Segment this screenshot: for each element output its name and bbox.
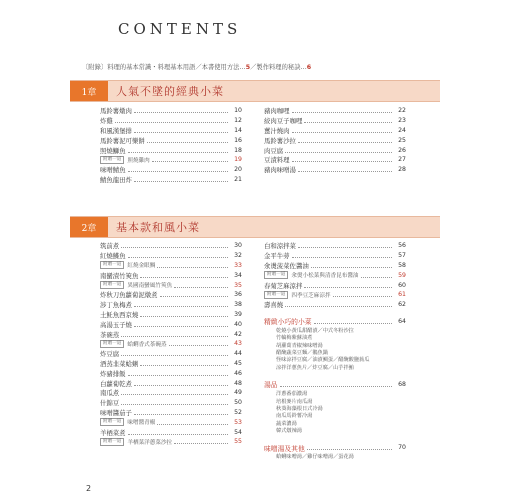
- toc-section-item: 培根麥片南瓜湯: [276, 398, 313, 405]
- toc-entry: [100, 241, 242, 251]
- toc-section-item: 韓式燉辣湯: [276, 428, 302, 435]
- toc-section-header: [264, 316, 406, 327]
- toc-entry-page: 14: [234, 126, 242, 134]
- dot-leader: [304, 122, 392, 123]
- toc-entry: [100, 329, 242, 339]
- toc-entry-label: 白和涼拌菜: [264, 242, 296, 251]
- toc-sub-entry: [264, 290, 406, 300]
- toc-sub-entry: [100, 261, 242, 271]
- dot-leader: [128, 257, 228, 258]
- toc-entry: [264, 106, 406, 116]
- toc-section-page: 70: [398, 444, 406, 452]
- toc-entry-label: 涉丁魚梅煮: [100, 301, 132, 310]
- chapter-1-bar: [70, 80, 440, 102]
- dot-leader: [298, 171, 392, 172]
- toc-entry: [100, 408, 242, 418]
- bonus-tag: 附贈一道: [100, 261, 124, 269]
- toc-entry-label: 高湯玉子燒: [100, 320, 132, 329]
- toc-entry-label: 什錦豆: [100, 399, 120, 408]
- dot-leader: [160, 296, 228, 297]
- toc-entry: [100, 310, 242, 320]
- toc-section-item: 涼拌洋蔥魚片／炸豆腐／山芋拌鮪: [276, 364, 354, 371]
- dot-leader: [174, 443, 228, 444]
- toc-section-item: 洋蔥番茄濃湯: [276, 391, 308, 398]
- toc-entry-page: 34: [234, 271, 242, 279]
- toc-section-item: 乾燒小黃瓜甜醋漬／中式冬粉沙拉: [276, 327, 354, 334]
- toc-entry-label: 照燒鰤魚: [100, 146, 126, 155]
- toc-entry: [264, 135, 406, 145]
- dot-leader: [292, 257, 392, 258]
- toc-entry: [264, 300, 406, 310]
- toc-entry-page: 46: [234, 369, 242, 377]
- dot-leader: [134, 181, 228, 182]
- dot-leader: [121, 355, 228, 356]
- toc-entry-page: 49: [234, 389, 242, 397]
- dot-leader: [128, 171, 228, 172]
- toc-sub-entry: [100, 417, 242, 427]
- toc-entry-label: 炸雞: [100, 117, 113, 126]
- toc-entry-page: 12: [234, 117, 242, 125]
- toc-sub-entry-text: 四季豆芝麻涼拌: [291, 292, 331, 299]
- toc-section-item: 南瓜馬鈴薯冷湯: [276, 413, 313, 420]
- bonus-tag: 附贈一道: [264, 271, 288, 279]
- toc-entry-label: [100, 281, 172, 289]
- toc-sub-entry: [100, 155, 242, 165]
- toc-entry-label: 茶碗蒸: [100, 330, 120, 339]
- dot-leader: [311, 267, 392, 268]
- toc-entry: [100, 135, 242, 145]
- page-number: 2: [86, 484, 92, 493]
- dot-leader: [285, 306, 392, 307]
- toc-entry-page: 26: [398, 146, 406, 154]
- toc-entry-page: 50: [234, 399, 242, 407]
- toc-entry-label: [100, 261, 155, 269]
- toc-entry: [264, 251, 406, 261]
- dot-leader: [292, 132, 392, 133]
- toc-entry-page: 55: [234, 438, 242, 446]
- toc-entry-label: 馬鈴薯燉肉: [100, 107, 132, 116]
- toc-entry: [100, 251, 242, 261]
- dot-leader: [285, 152, 392, 153]
- dot-leader: [134, 326, 228, 327]
- chapter-2-right-column: [264, 241, 406, 461]
- toc-entry-label: 春菊芝麻涼拌: [264, 281, 303, 290]
- toc-sub-entry-text: 照燒雞肉: [127, 157, 150, 164]
- toc-entry-label: [264, 291, 331, 299]
- toc-entry-page: 53: [234, 418, 242, 426]
- toc-section-item: 醋醃蔬菜豆麵／鵝魚鍋: [276, 349, 328, 356]
- toc-section-item: 蔬菜濃湯: [276, 420, 297, 427]
- toc-entry: [264, 165, 406, 175]
- dot-leader: [121, 404, 228, 405]
- toc-section-page: 68: [398, 380, 406, 388]
- toc-entry-page: 33: [234, 261, 242, 269]
- toc-entry-label: 炸豆腐: [100, 350, 120, 359]
- toc-entry: [100, 427, 242, 437]
- toc-entry-label: 土魠魚西京燒: [100, 310, 139, 319]
- toc-entry-page: 28: [398, 166, 406, 174]
- toc-entry: [100, 165, 242, 175]
- toc-entry: [100, 378, 242, 388]
- bonus-tag: 附贈一道: [100, 156, 124, 164]
- toc-entry: [100, 368, 242, 378]
- toc-sub-entry: [264, 270, 406, 280]
- dot-leader: [134, 306, 228, 307]
- toc-section-item: 竹輪梅紫蘇油煮: [276, 335, 313, 342]
- toc-section-item: 蛤蜊味噌湯／雞仔味噌湯／蛋花湯: [276, 454, 354, 461]
- toc-entry-page: 39: [234, 310, 242, 318]
- toc-entry-label: 豆漬料理: [264, 156, 290, 165]
- dot-leader: [147, 142, 228, 143]
- toc-entry-page: 35: [234, 281, 242, 289]
- toc-section-item: 秋葵海藻根日式冷湯: [276, 405, 323, 412]
- dot-leader: [152, 161, 228, 162]
- dot-leader: [304, 287, 392, 288]
- dot-leader: [314, 323, 392, 324]
- intro-page-2: 6: [306, 64, 312, 71]
- toc-sub-entry: [100, 339, 242, 349]
- dot-leader: [292, 112, 392, 113]
- toc-entry: [100, 349, 242, 359]
- toc-entry-label: [100, 418, 155, 426]
- toc-entry-label: 南瓜煮: [100, 389, 120, 398]
- dot-leader: [140, 365, 228, 366]
- toc-sub-entry-text: 氽燙小松菜與清香昆布醬油: [291, 273, 359, 280]
- dot-leader: [140, 316, 228, 317]
- toc-entry-label: 南蠻漬竹筴魚: [100, 271, 139, 280]
- toc-entry-label: 馬鈴薯泥可樂餅: [100, 136, 145, 145]
- toc-entry-label: 味噌鯖魚: [100, 166, 126, 175]
- toc-entry-label: [100, 156, 150, 164]
- dot-leader: [292, 161, 392, 162]
- intro-text-2: ／製作料理的秘訣…: [250, 64, 307, 71]
- toc-entry-page: 58: [398, 261, 406, 269]
- dot-leader: [157, 267, 228, 268]
- toc-section-label: 湯品: [264, 381, 278, 390]
- dot-leader: [134, 132, 228, 133]
- toc-entry-page: 24: [398, 126, 406, 134]
- dot-leader: [128, 152, 228, 153]
- toc-entry-label: 氽燙菠菜佐醬油: [264, 261, 309, 270]
- toc-entry: [100, 290, 242, 300]
- chapter-2-title: 基本款和風小菜: [116, 221, 200, 234]
- toc-entry-page: 38: [234, 301, 242, 309]
- toc-entry-page: 61: [398, 291, 406, 299]
- toc-entry-page: 30: [234, 242, 242, 250]
- chapter-1-left-column: [100, 106, 242, 184]
- toc-entry-page: 25: [398, 136, 406, 144]
- toc-entry-page: 23: [398, 117, 406, 125]
- dot-leader: [169, 345, 228, 346]
- toc-entry-page: 19: [234, 156, 242, 164]
- toc-entry-page: 20: [234, 166, 242, 174]
- chapter-1-right-column: [264, 106, 406, 175]
- toc-section-header: [264, 379, 406, 390]
- dot-leader: [333, 296, 392, 297]
- toc-entry: [100, 388, 242, 398]
- toc-entry-page: 42: [234, 330, 242, 338]
- toc-entry-label: 和風漢堡排: [100, 126, 132, 135]
- toc-entry-label: 豬肉咖哩: [264, 107, 290, 116]
- dot-leader: [157, 424, 228, 425]
- toc-entry-label: 味噌醬茄子: [100, 408, 132, 417]
- toc-entry: [100, 145, 242, 155]
- chapter-1-number: 1章: [70, 81, 108, 101]
- toc-entry: [100, 359, 242, 369]
- chapter-1-title: 人氣不墜的經典小菜: [116, 85, 224, 98]
- toc-entry-label: 絞肉豆子咖哩: [264, 117, 303, 126]
- dot-leader: [134, 385, 228, 386]
- toc-entry: [100, 300, 242, 310]
- toc-entry-label: 壽喜燒: [264, 301, 284, 310]
- dot-leader: [128, 375, 228, 376]
- toc-entry: [100, 106, 242, 116]
- toc-entry-page: 60: [398, 281, 406, 289]
- toc-entry: [100, 116, 242, 126]
- toc-entry-label: 酒蒸韭菜蛤蜊: [100, 359, 139, 368]
- toc-entry-label: [264, 271, 359, 279]
- toc-section-label: 精緻小巧的小菜: [264, 318, 312, 327]
- dot-leader: [140, 277, 228, 278]
- toc-entry: [100, 126, 242, 136]
- toc-sub-entry-text: 異國南蠻風竹筴魚: [127, 283, 173, 290]
- chapter-2-left-column: [100, 241, 242, 447]
- toc-entry-page: 36: [234, 291, 242, 299]
- dot-leader: [128, 434, 228, 435]
- dot-leader: [115, 122, 228, 123]
- toc-entry-label: 鯖魚龍田炸: [100, 175, 132, 184]
- toc-entry: [100, 398, 242, 408]
- bonus-tag: 附贈一道: [100, 418, 124, 426]
- toc-entry: [264, 261, 406, 271]
- toc-entry: [264, 280, 406, 290]
- toc-entry: [100, 175, 242, 185]
- bonus-tag: 附贈一道: [100, 340, 124, 348]
- toc-entry-page: 48: [234, 379, 242, 387]
- page-title: CONTENTS: [118, 20, 242, 38]
- toc-section-header: [264, 442, 406, 453]
- toc-entry: [264, 241, 406, 251]
- toc-entry-label: 肉豆腐: [264, 146, 284, 155]
- toc-entry-label: 羊栖菜煮: [100, 428, 126, 437]
- dot-leader: [134, 112, 228, 113]
- toc-entry-page: 54: [234, 428, 242, 436]
- toc-entry: [100, 270, 242, 280]
- toc-entry-page: 16: [234, 136, 242, 144]
- toc-entry-label: 炸秋刀魚蘿蔔泥燉煮: [100, 291, 158, 300]
- toc-entry-page: 59: [398, 271, 406, 279]
- toc-entry-page: 45: [234, 359, 242, 367]
- toc-entry: [100, 319, 242, 329]
- toc-entry-page: 57: [398, 252, 406, 260]
- dot-leader: [121, 247, 228, 248]
- dot-leader: [121, 336, 228, 337]
- toc-section-item: 怪味涼拌豆腐／油漬鯛蛋／醋醃酸鹽蕎瓜: [276, 357, 370, 364]
- toc-entry-label: 薑汁燒肉: [264, 126, 290, 135]
- intro-line: [82, 62, 311, 71]
- toc-entry-page: 32: [234, 252, 242, 260]
- toc-sub-entry-text: 紅燒金眼鯛: [127, 263, 156, 270]
- bonus-tag: 附贈一道: [264, 291, 288, 299]
- dot-leader: [121, 394, 228, 395]
- dot-leader: [134, 414, 228, 415]
- toc-entry-page: 52: [234, 408, 242, 416]
- dot-leader: [280, 386, 392, 387]
- toc-entry: [264, 126, 406, 136]
- dot-leader: [307, 449, 392, 450]
- toc-entry-page: 56: [398, 242, 406, 250]
- toc-section-item: 胡蘿蔔青椒辣味噌湯: [276, 342, 323, 349]
- chapter-2-number: 2章: [70, 217, 108, 237]
- toc-entry-label: 炸豬排飯: [100, 369, 126, 378]
- toc-sub-entry: [100, 280, 242, 290]
- toc-section-label: 味噌湯及其他: [264, 444, 305, 453]
- toc-entry: [264, 116, 406, 126]
- toc-entry-page: 40: [234, 320, 242, 328]
- toc-entry-page: 62: [398, 301, 406, 309]
- dot-leader: [361, 277, 392, 278]
- toc-sub-entry-text: 味噌醬青椒: [127, 420, 156, 427]
- intro-text-1: 〔附錄〕料理的基本常識・料理基本用語／本書使用方法…: [82, 64, 246, 71]
- toc-entry-label: 馬鈴薯沙拉: [264, 136, 296, 145]
- dot-leader: [174, 287, 228, 288]
- toc-section-page: 64: [398, 317, 406, 325]
- toc-entry-page: 22: [398, 107, 406, 115]
- bonus-tag: 附贈一道: [100, 438, 124, 446]
- toc-sub-entry-text: 蛤蜊香式茶碗蒸: [127, 341, 167, 348]
- toc-entry-label: 白蘿蔔乾煮: [100, 379, 132, 388]
- toc-entry-page: 10: [234, 107, 242, 115]
- intro-page-1: 5: [245, 64, 251, 71]
- toc-entry-label: 筑前煮: [100, 242, 120, 251]
- toc-entry: [264, 145, 406, 155]
- toc-entry-label: [100, 340, 167, 348]
- toc-sub-entry: [100, 437, 242, 447]
- toc-entry-label: 豬肉味噌湯: [264, 166, 296, 175]
- toc-entry-page: 44: [234, 350, 242, 358]
- toc-entry: [264, 155, 406, 165]
- bonus-tag: 附贈一道: [100, 281, 124, 289]
- toc-entry-label: 金平牛蒡: [264, 252, 290, 261]
- toc-entry-label: 紅燒鰈魚: [100, 252, 126, 261]
- toc-entry-page: 27: [398, 156, 406, 164]
- toc-entry-label: [100, 438, 172, 446]
- toc-entry-page: 43: [234, 340, 242, 348]
- chapter-2-bar: [70, 216, 440, 238]
- dot-leader: [298, 247, 392, 248]
- toc-entry-page: 18: [234, 146, 242, 154]
- toc-sub-entry-text: 羊栖菜洋蔥菜沙拉: [127, 439, 173, 446]
- dot-leader: [298, 142, 392, 143]
- toc-entry-page: 21: [234, 175, 242, 183]
